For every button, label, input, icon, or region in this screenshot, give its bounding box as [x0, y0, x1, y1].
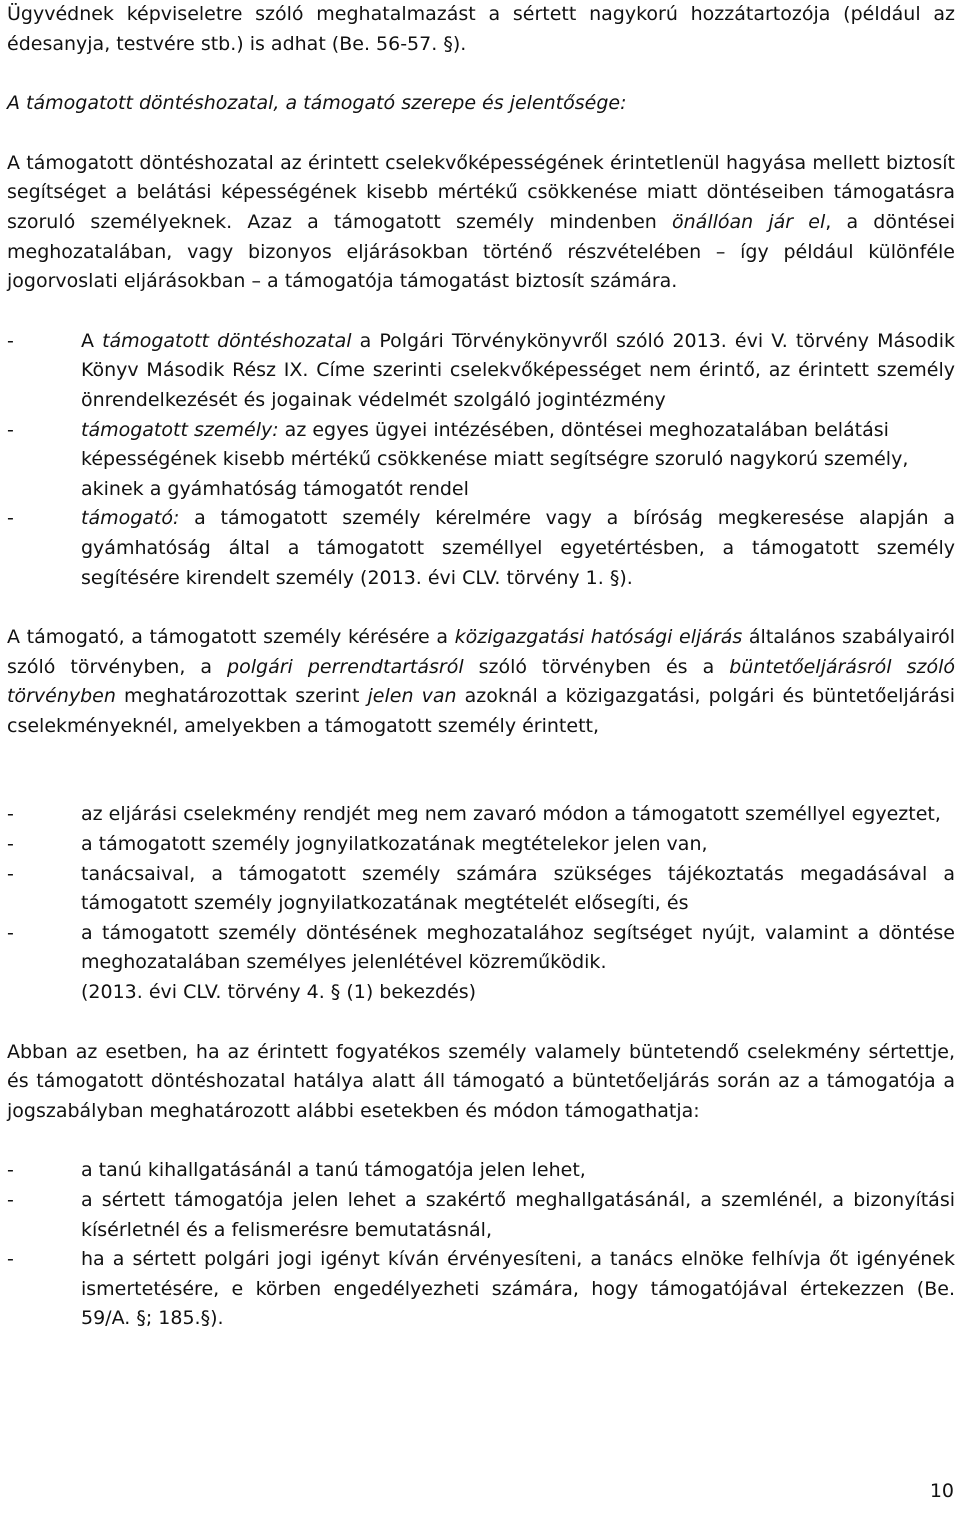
definition-item: [7, 327, 955, 416]
text-run: A támogató, a támogatott személy kérésére a: [7, 626, 455, 649]
definition-term: támogatott döntéshozatal: [102, 329, 352, 352]
page-number: 10: [929, 1480, 954, 1502]
list-item: [7, 830, 955, 860]
text-run: azoknál a közigazgatási, polgári és büntetőeljárási cselekményeknél, amelyekben a támogatott személy érintett,: [7, 685, 955, 737]
emphasis-run: polgári perrendtartásról: [227, 655, 464, 678]
list-item: [7, 1245, 955, 1334]
emphasis-run: közigazgatási hatósági eljárás: [454, 626, 743, 649]
text-run: általános szabályairól szóló törvényben, a: [7, 626, 956, 678]
paragraph-definition: [7, 149, 955, 297]
text-run: meghatározottak szerint: [115, 685, 368, 708]
list-item-text: a támogatott személy jognyilatkozatának megtételekor jelen van,: [81, 833, 708, 856]
section-heading-text: A támogatott döntéshozatal, a támogató szerepe és jelentősége:: [7, 92, 627, 115]
list-item: [7, 800, 955, 830]
list-dash: -: [7, 833, 14, 856]
paragraph-supporter-role: [7, 623, 955, 741]
list-item-text: tanácsaival, a támogatott személy számára szükséges tájékoztatás megadásával a támogatott személy jognyilatkozatának megtételét elősegíti, és: [81, 862, 955, 915]
list-dash: -: [7, 921, 14, 944]
legal-reference: (2013. évi CLV. törvény 4. § (1) bekezdés): [81, 981, 477, 1004]
supporter-duties-list: [7, 800, 955, 1007]
list-dash: -: [7, 1248, 14, 1271]
list-dash: -: [7, 862, 14, 885]
definition-item: [7, 504, 955, 593]
list-item: [7, 919, 955, 978]
paragraph-definition-emphasis: önállóan jár el: [672, 210, 826, 233]
definitions-list: [7, 327, 955, 593]
emphasis-run: jelen van: [367, 685, 457, 708]
paragraph-definition-text-c: , a döntései meghozatalában, vagy bizonyos eljárásokban történő részvételében – így például különféle jogorvoslati eljárásokban – a támogatója támogatást biztosít számára.: [7, 210, 955, 293]
paragraph-intro: Ügyvédnek képviseletre szóló meghatalmazást a sértett nagykorú hozzátartozója (például az édesanyja, testvére stb.) is adhat (Be. 56-57. §).: [7, 3, 955, 55]
list-dash: -: [7, 418, 14, 441]
definition-body: a Polgári Törvénykönyvről szóló 2013. évi V. törvény Második Könyv Második Rész IX. Címe szerinti cselekvőképességet nem érintő, az érintett személy önrendelkezését és jogainak védelmét szolgáló jogintézmény: [81, 329, 955, 411]
section-heading: [7, 89, 955, 119]
list-item: [7, 1156, 955, 1186]
list-item: [7, 1186, 955, 1245]
list-item-text: ha a sértett polgári jogi igényt kíván érvényesíteni, a tanács elnöke felhívja őt igényének ismertetésére, e körben engedélyezheti számára, hogy támogatójával értekezzen (Be. 59/A. §; 185.§).: [81, 1248, 955, 1330]
criminal-support-list: [7, 1156, 955, 1334]
list-item-text: az eljárási cselekmény rendjét meg nem zavaró módon a támogatott személlyel egyeztet,: [81, 803, 941, 826]
text-run: szóló törvényben és a: [463, 655, 730, 678]
definition-prefix: A: [81, 329, 103, 352]
document-page: [7, 0, 955, 1334]
list-dash: -: [7, 803, 14, 826]
paragraph-definition-text-a: A támogatott döntéshozatal az érintett cselekvőképességének érintetlenül hagyása mellett biztosít segítséget a belátási képességének kisebb mértékű csökkenése miatt döntéseiben támogatásra szoruló személyeknek. Azaz a támogatott személy mindenben: [7, 151, 955, 233]
list-dash: -: [7, 329, 14, 352]
list-item-text: a tanú kihallgatásánál a tanú támogatója jelen lehet,: [81, 1159, 586, 1182]
emphasis-run: büntetőeljárásról szóló törvényben: [7, 655, 955, 708]
list-item: [7, 860, 955, 919]
list-dash: -: [7, 1189, 14, 1211]
definition-term: támogatott személy:: [81, 418, 279, 441]
definition-body: a támogatott személy kérelmére vagy a bíróság megkeresése alapján a gyámhatóság által a támogatott személlyel egyetértésben, a támogatott személy segítésére kirendelt személy (2013. évi CLV. törvény 1. §).: [81, 507, 955, 589]
list-dash: -: [7, 507, 14, 530]
paragraph-criminal-proceedings: Abban az esetben, ha az érintett fogyatékos személy valamely büntetendő cselekmény sértettje, és támogatott döntéshozatal hatálya alatt áll támogató a büntetőeljárás során az a támogatója a jogszabályban meghatározott alábbi esetekben és módon támogathatja:: [7, 1040, 955, 1122]
list-item-text: a támogatott személy döntésének meghozatalához segítséget nyújt, valamint a döntése meghozatalában személyes jelenlétével közreműködik.: [81, 921, 955, 974]
definition-body: az egyes ügyei intézésében, döntései meghozatalában belátási képességének kisebb mértékű csökkenése miatt segítségre szoruló nagykorú személy, akinek a gyámhatóság támogatót rendel: [81, 418, 909, 500]
list-dash: -: [7, 1159, 14, 1182]
definition-item: [7, 416, 955, 505]
list-item-text: a sértett támogatója jelen lehet a szakértő meghallgatásánál, a szemlénél, a bizonyítási kísérletnél és a felismerésre bemutatásnál,: [81, 1189, 955, 1241]
definition-term: támogató:: [81, 507, 180, 530]
